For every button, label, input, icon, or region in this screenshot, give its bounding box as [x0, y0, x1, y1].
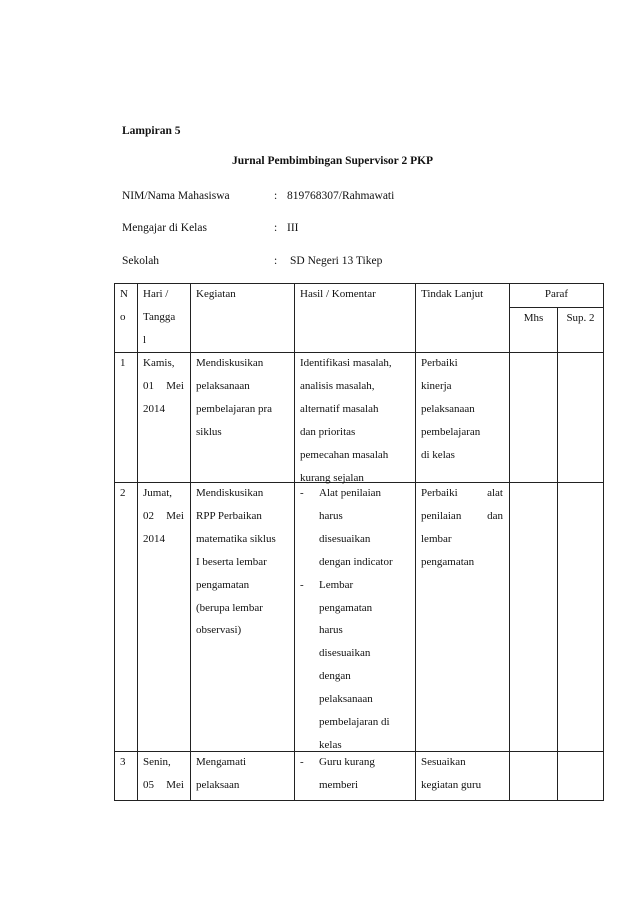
column-divider	[415, 283, 416, 801]
header-tindak-lanjut: Tindak Lanjut	[421, 288, 484, 300]
header-hasil-komentar: Hasil / Komentar	[300, 288, 376, 300]
row2-no: 2	[120, 487, 126, 499]
info-value-sekolah: SD Negeri 13 Tikep	[290, 255, 383, 267]
column-divider	[557, 307, 558, 801]
table-border-bottom	[114, 800, 604, 801]
info-label-kelas: Mengajar di Kelas	[122, 222, 207, 234]
column-divider	[137, 283, 138, 801]
info-label-sekolah: Sekolah	[122, 255, 160, 267]
header-paraf: Paraf	[544, 288, 569, 300]
info-separator: :	[274, 255, 278, 267]
info-label-nim: NIM/Nama Mahasiswa	[122, 190, 230, 202]
info-separator: :	[274, 222, 278, 234]
row3-hari: Senin, 05 Mei	[143, 756, 184, 791]
row2-hari: Jumat, 02 Mei 2014	[143, 487, 184, 545]
info-value-kelas: III	[287, 222, 299, 234]
row1-tindak-lanjut: Perbaiki kinerja pelaksanaan pembelajaran di kelas	[421, 357, 481, 461]
document-title: Jurnal Pembimbingan Supervisor 2 PKP	[232, 155, 434, 167]
column-divider	[190, 283, 191, 801]
header-mhs: Mhs	[523, 312, 544, 324]
row3-hasil: - Guru kurang memberi	[300, 756, 375, 791]
info-separator: :	[274, 190, 278, 202]
header-sup2: Sup. 2	[566, 312, 595, 324]
row2-tindak-lanjut: Perbaiki alat penilaian dan lembar pengamatan	[421, 487, 503, 568]
header-no: N o	[120, 288, 128, 323]
header-kegiatan: Kegiatan	[196, 288, 236, 300]
info-value-nim: 819768307/Rahmawati	[287, 190, 395, 202]
appendix-label: Lampiran 5	[122, 125, 181, 137]
row1-hasil: Identifikasi masalah, analisis masalah, alternatif masalah dan prioritas pemecahan masalah kurang sejalan	[300, 357, 392, 484]
table-border-right	[603, 283, 604, 801]
row1-no: 1	[120, 357, 126, 369]
row2-kegiatan: Mendiskusikan RPP Perbaikan matematika siklus I beserta lembar pengamatan (berupa lembar observasi)	[196, 487, 276, 637]
header-hari-tanggal: Hari / Tangga l	[143, 288, 176, 346]
table-border-left	[114, 283, 115, 801]
row3-tindak-lanjut: Sesuaikan kegiatan guru	[421, 756, 482, 791]
row2-hasil: - Alat penilaian harus disesuaikan dengan indicator - Lembar pengamatan harus disesuaikan dengan pelaksanaan pembelajaran di kelas	[300, 487, 393, 751]
row3-kegiatan: Mengamati pelaksaan	[196, 756, 247, 791]
row1-kegiatan: Mendiskusikan pelaksanaan pembelajaran pra siklus	[196, 357, 273, 438]
row3-no: 3	[120, 756, 126, 768]
column-divider	[294, 283, 295, 801]
column-divider	[509, 283, 510, 801]
row1-hari: Kamis, 01 Mei 2014	[143, 357, 184, 415]
